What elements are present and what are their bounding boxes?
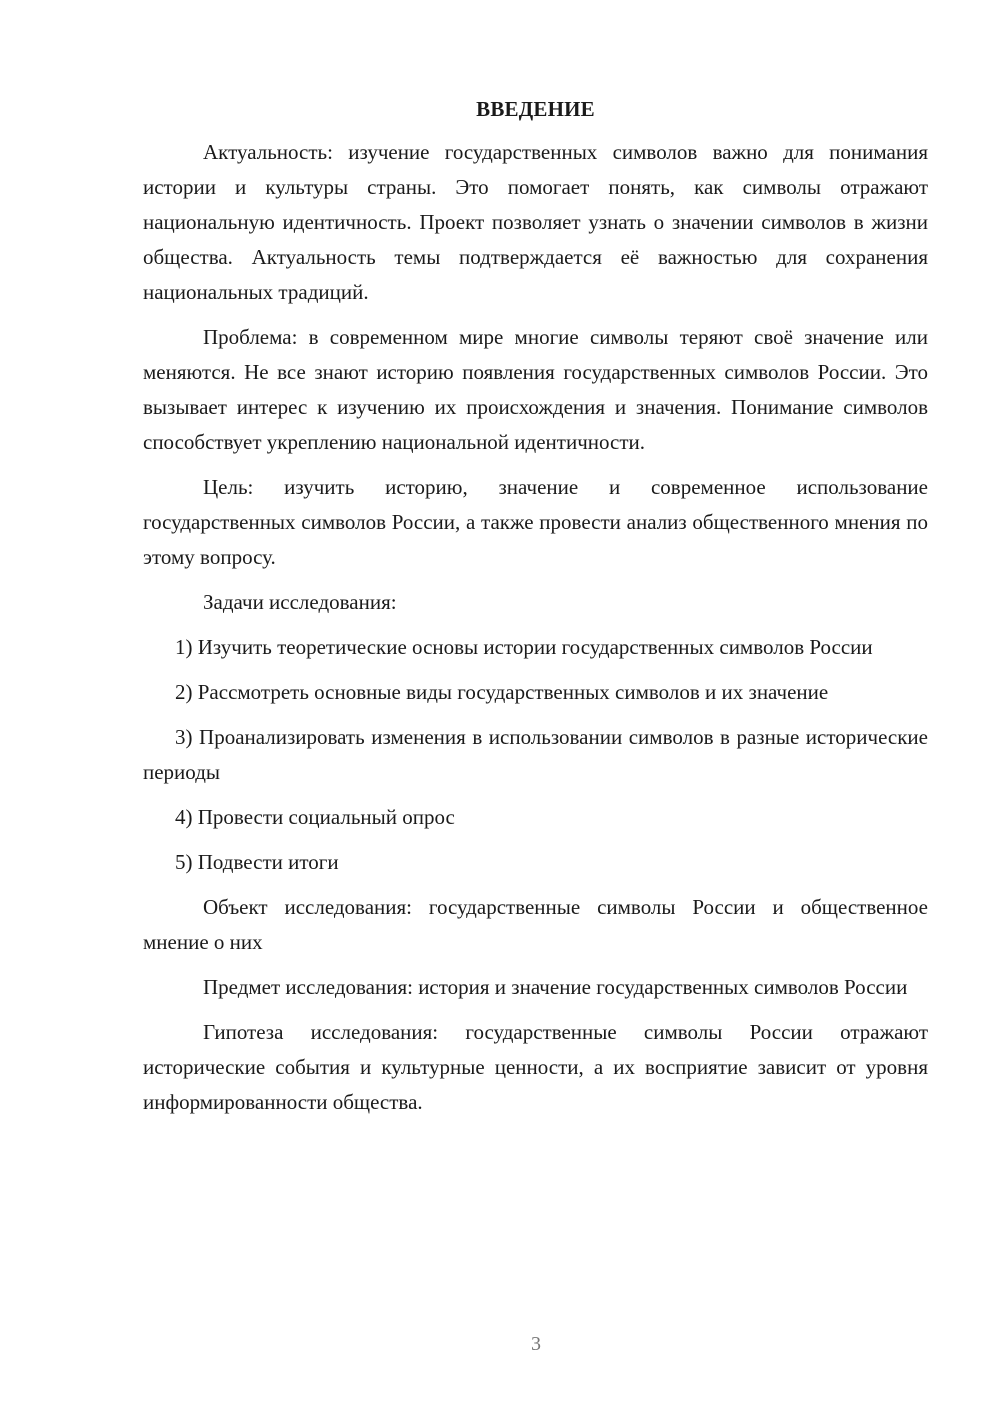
paragraph-object: Объект исследования: государственные символы России и общественное мнение о них (143, 895, 928, 954)
tasks-list (143, 630, 928, 880)
tasks-heading: Задачи исследования: (203, 590, 397, 614)
paragraph-goal: Цель: изучить историю, значение и современное использование государственных символов России, а также провести анализ общественного мнения по этому вопросу. (143, 475, 928, 569)
document-page (143, 92, 928, 1120)
paragraph-subject: Предмет исследования: история и значение государственных символов России (203, 975, 908, 999)
task-item: 2) Рассмотреть основные виды государственных символов и их значение (175, 680, 829, 704)
paragraph-hypothesis: Гипотеза исследования: государственные символы России отражают исторические события и культурные ценности, а их восприятие зависит от уровня информированности общества. (143, 1020, 928, 1114)
page-number: 3 (531, 1333, 541, 1355)
paragraph-relevance: Актуальность: изучение государственных символов важно для понимания истории и культуры страны. Это помогает понять, как символы отражают национальную идентичность. Проект позволяет узнать о значении символов в жизни общества. Актуальность темы подтверждается её важностью для сохранения национальных традиций. (143, 140, 928, 304)
task-item: 4) Провести социальный опрос (175, 805, 455, 829)
task-item: 1) Изучить теоретические основы истории государственных символов России (175, 635, 873, 659)
task-item: 5) Подвести итоги (175, 850, 339, 874)
paragraph-problem: Проблема: в современном мире многие символы теряют своё значение или меняются. Не все знают историю появления государственных символов России. Это вызывает интерес к изучению их происхождения и значения. Понимание символов способствует укреплению национальной идентичности. (143, 325, 928, 454)
page-title: ВВЕДЕНИЕ (476, 97, 595, 121)
task-item: 3) Проанализировать изменения в использовании символов в разные исторические периоды (143, 725, 928, 784)
